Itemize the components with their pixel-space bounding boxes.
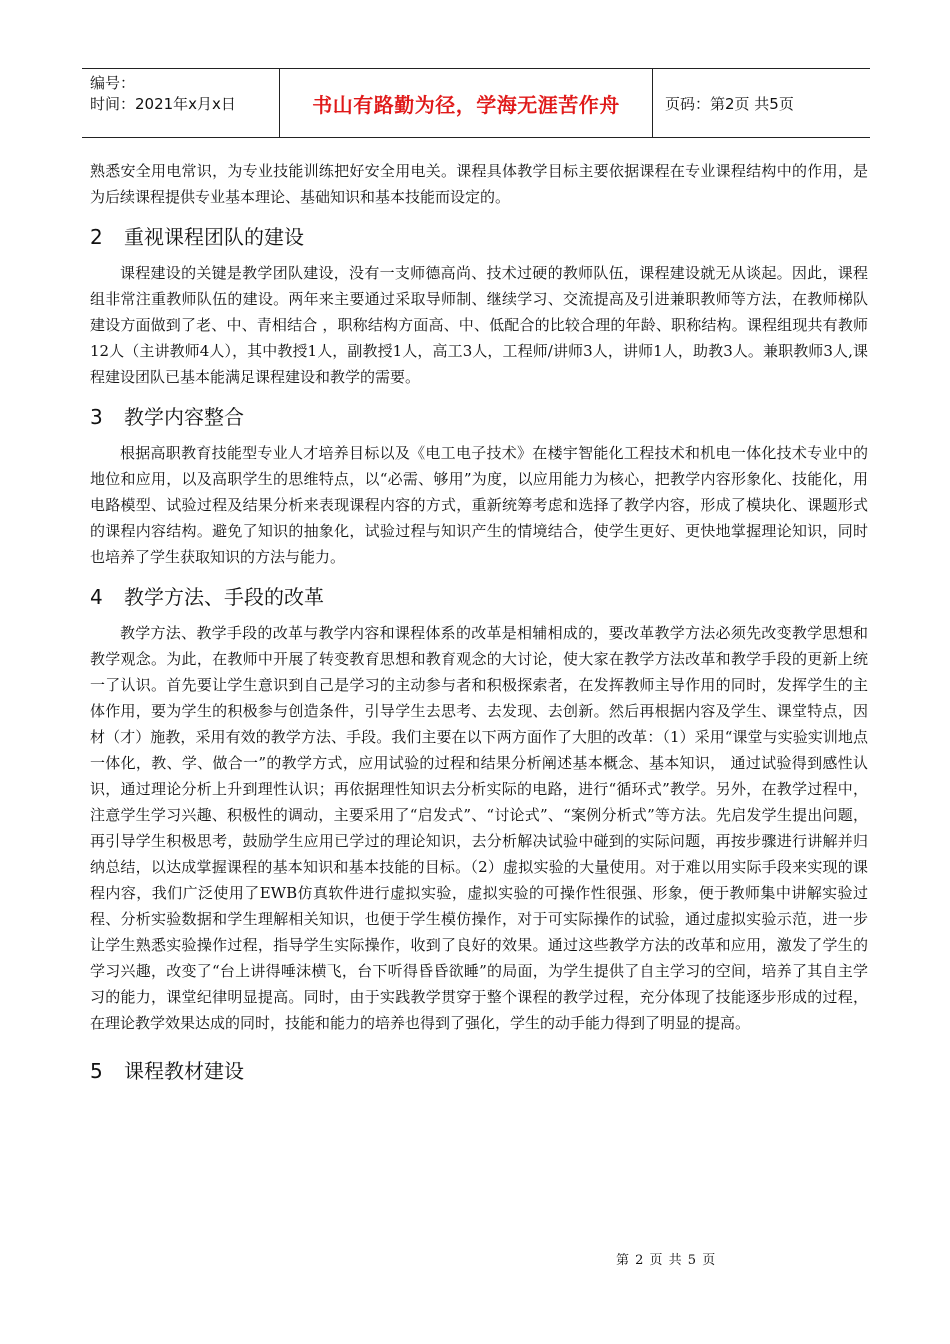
header-number-label: 编号：: [90, 74, 136, 92]
section-number: 2: [90, 225, 103, 249]
header-page-code: 页码：第2页 共5页: [665, 94, 794, 113]
section-title: 课程教材建设: [124, 1059, 244, 1083]
section-heading-4: [90, 582, 868, 612]
section-number: 5: [90, 1059, 103, 1083]
section-title: 重视课程团队的建设: [124, 225, 304, 249]
section-heading-2: [90, 222, 868, 252]
section-number: 4: [90, 585, 103, 609]
section-paragraph-3: 根据高职教育技能型专业人才培养目标以及《电工电子技术》在楼宇智能化工程技术和机电一体化技术专业中的地位和应用，以及高职学生的思维特点，以“必需、够用”为度，以应用能力为核心，把教学内容形象化、技能化，用电路模型、试验过程及结果分析来表现课程内容的方式，重新统筹考虑和选择了教学内容，形成了模块化、课题形式的课程内容结构。避免了知识的抽象化，试验过程与知识产生的情境结合，使学生更好、更快地掌握理论知识，同时也培养了学生获取知识的方法与能力。: [90, 444, 868, 566]
section-heading-5: [90, 1056, 868, 1086]
document-body: [90, 158, 868, 1094]
header-meta: [82, 69, 280, 137]
section-heading-3: [90, 402, 868, 432]
header-motto: 书山有路勤为径，学海无涯苦作舟: [280, 69, 653, 137]
section-number: 3: [90, 405, 103, 429]
header-date-label: 时间：2021年x月x日: [90, 95, 236, 113]
intro-paragraph: 熟悉安全用电常识，为专业技能训练把好安全用电关。课程具体教学目标主要依据课程在专业课程结构中的作用，是为后续课程提供专业基本理论、基础知识和基本技能而设定的。: [90, 162, 868, 206]
page-header: [82, 68, 870, 138]
section-paragraph-4: 教学方法、教学手段的改革与教学内容和课程体系的改革是相辅相成的，要改革教学方法必须先改变教学思想和教学观念。为此，在教师中开展了转变教育思想和教育观念的大讨论，使大家在教学方法改革和教学手段的更新上统一了认识。首先要让学生意识到自己是学习的主动参与者和积极探索者，在发挥教师主导作用的同时，发挥学生的主体作用，要为学生的积极参与创造条件，引导学生去思考、去发现、去创新。然后再根据内容及学生、课堂特点，因材（才）施教，采用有效的教学方法、手段。我们主要在以下两方面作了大胆的改革：（1）采用“课堂与实验实训地点一体化，教、学、做合一”的教学方式，应用试验的过程和结果分析阐述基本概念、基本知识， 通过试验得到感性认识，通过理论分析上升到理性认识；再依据理性知识去分析实际的电路，进行“循环式”教学。另外，在教学过程中，注意学生学习兴趣、积极性的调动，主要采用了“启发式”、“讨论式”、“案例分析式”等方法。先启发学生提出问题，再引导学生积极思考，鼓励学生应用已学过的理论知识，去分析解决试验中碰到的实际问题，再按步骤进行讲解并归纳总结，以达成掌握课程的基本知识和基本技能的目标。（2）虚拟实验的大量使用。对于难以用实际手段来实现的课程内容，我们广泛使用了EWB仿真软件进行虚拟实验，虚拟实验的可操作性很强、形象，便于教师集中讲解实验过程、分析实验数据和学生理解相关知识，也便于学生模仿操作，对于可实际操作的试验，通过虚拟实验示范，进一步让学生熟悉实验操作过程，指导学生实际操作，收到了良好的效果。通过这些教学方法的改革和应用，激发了学生的学习兴趣，改变了“台上讲得唾沫横飞，台下听得昏昏欲睡”的局面，为学生提供了自主学习的空间，培养了其自主学习的能力，课堂纪律明显提高。同时，由于实践教学贯穿于整个课程的教学过程，充分体现了技能逐步形成的过程，在理论教学效果达成的同时，技能和能力的培养也得到了强化，学生的动手能力得到了明显的提高。: [90, 624, 868, 1032]
section-title: 教学内容整合: [124, 405, 244, 429]
section-paragraph-2: 课程建设的关键是教学团队建设，没有一支师德高尚、技术过硬的教师队伍，课程建设就无从谈起。因此，课程组非常注重教师队伍的建设。两年来主要通过采取导师制、继续学习、交流提高及引进兼职教师等方法，在教师梯队建设方面做到了老、中、青相结合 ，职称结构方面高、中、低配合的比较合理的年龄、职称结构。课程组现共有教师12人（主讲教师4人），其中教授1人，副教授1人，高工3人，工程师/讲师3人，讲师1人，助教3人。兼职教师3人,课程建设团队已基本能满足课程建设和教学的需要。: [90, 264, 868, 386]
page-footer: 第 2 页 共 5 页: [616, 1253, 717, 1268]
section-title: 教学方法、手段的改革: [124, 585, 324, 609]
